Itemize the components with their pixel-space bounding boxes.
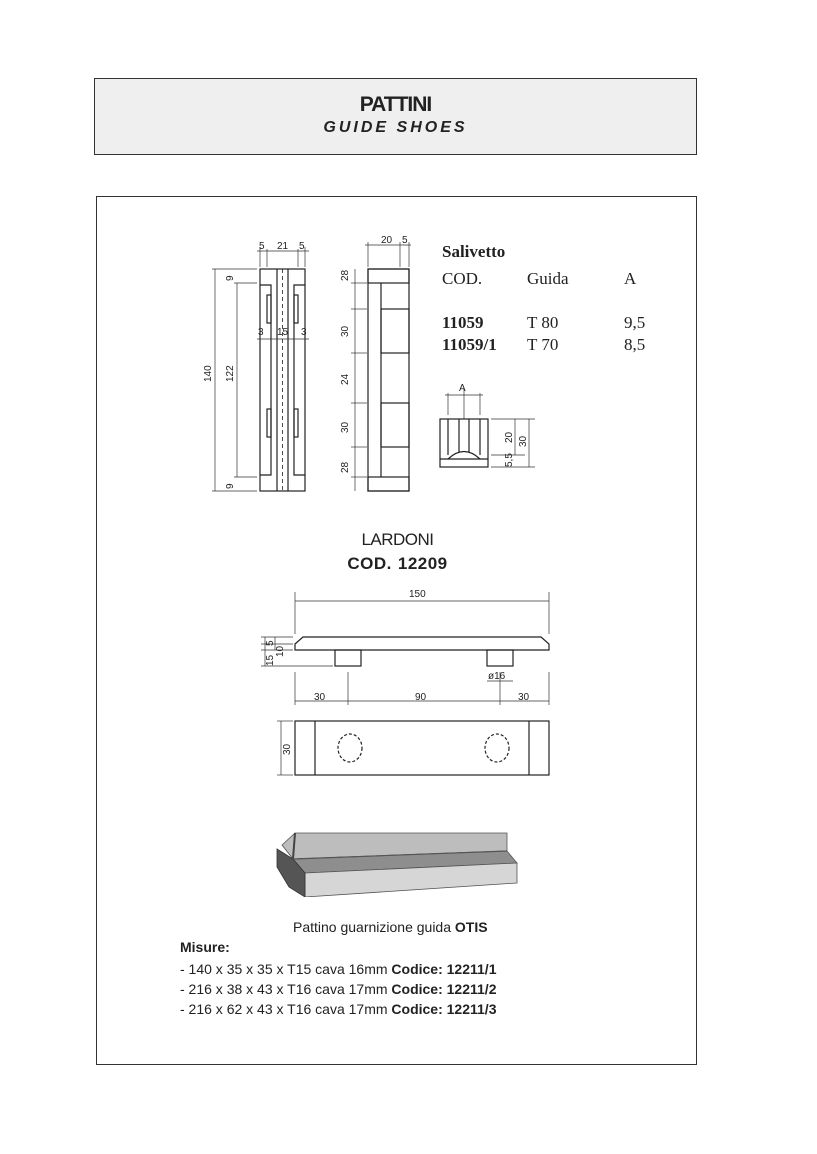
dim-seg-3: 24 xyxy=(340,373,351,385)
dim-lardoni-phi: ø16 xyxy=(488,671,506,682)
misure-code: 12211/3 xyxy=(446,1001,497,1017)
dim-slot-b: 15 xyxy=(277,327,289,338)
misure-list xyxy=(180,959,496,1019)
salivetto-title: Salivetto xyxy=(442,242,506,261)
salivetto-side-outline xyxy=(368,269,409,491)
cell-cod: 11059 xyxy=(442,313,484,332)
cell-a: 9,5 xyxy=(624,313,646,332)
dim-total-height: 140 xyxy=(203,365,214,382)
page-subtitle: GUIDE SHOES xyxy=(323,119,468,136)
misure-text: - 140 x 35 x 35 x T15 cava 16mm xyxy=(180,961,392,977)
misure-code-label: Codice: xyxy=(391,961,443,977)
dim-lardoni-left: 30 xyxy=(314,692,326,703)
dim-slot-c: 3 xyxy=(301,327,307,338)
dim-profile-a: A xyxy=(459,383,466,394)
cell-guida: T 70 xyxy=(527,335,559,354)
column-header-cod: COD. xyxy=(442,269,483,288)
table-row xyxy=(442,313,672,335)
dim-seg-2: 30 xyxy=(340,325,351,337)
dim-nine-top: 9 xyxy=(225,275,236,281)
dim-lardoni-h15: 15 xyxy=(265,654,276,666)
profile-section xyxy=(440,419,488,467)
dim-profile-30: 30 xyxy=(518,435,529,447)
cell-cod: 11059/1 xyxy=(442,335,497,354)
column-header-a: A xyxy=(624,269,637,288)
dim-top-mid: 21 xyxy=(277,241,289,252)
misure-code-label: Codice: xyxy=(391,981,443,997)
dim-top-left: 5 xyxy=(259,241,265,252)
otis-caption xyxy=(293,919,488,935)
misure-code: 12211/2 xyxy=(446,981,497,997)
misure-text: - 216 x 62 x 43 x T16 cava 17mm xyxy=(180,1001,392,1017)
otis-caption-text: Pattino guarnizione guida xyxy=(293,919,455,935)
page-title: PATTINI xyxy=(359,93,432,116)
dim-inner-height: 122 xyxy=(225,365,236,382)
header-box xyxy=(94,78,697,155)
misure-text: - 216 x 38 x 43 x T16 cava 17mm xyxy=(180,981,392,997)
column-header-guida: Guida xyxy=(527,269,569,288)
dim-lardoni-right: 30 xyxy=(518,692,530,703)
dim-lardoni-h5: 5 xyxy=(265,640,276,646)
lardoni-code xyxy=(97,554,698,574)
dim-lardoni-h10: 10 xyxy=(275,645,286,657)
list-item xyxy=(180,959,496,979)
dim-profile-55: 5,5 xyxy=(504,453,515,467)
misure-code: 12211/1 xyxy=(446,961,497,977)
otis-caption-brand: OTIS xyxy=(454,919,488,935)
cell-guida: T 80 xyxy=(527,313,559,332)
otis-guide-shoe-image xyxy=(277,833,517,897)
dim-slot-a: 3 xyxy=(258,327,264,338)
lardoni-side-outline xyxy=(295,637,549,650)
dim-lardoni-width: 30 xyxy=(282,743,293,755)
dim-lardoni-mid: 90 xyxy=(415,692,427,703)
lardoni-title: LARDONI xyxy=(361,530,434,549)
misure-code-label: Codice: xyxy=(391,1001,443,1017)
dim-seg-4: 30 xyxy=(340,421,351,433)
content-box xyxy=(96,196,697,1065)
list-item xyxy=(180,999,496,1019)
dim-nine-bottom: 9 xyxy=(225,483,236,489)
dim-side-a: 20 xyxy=(381,235,393,246)
table-row xyxy=(442,335,672,357)
dim-seg-1: 28 xyxy=(340,269,351,281)
dim-lardoni-total: 150 xyxy=(409,589,426,600)
list-item xyxy=(180,979,496,999)
cell-a: 8,5 xyxy=(624,335,646,354)
lardoni-code-prefix: COD. xyxy=(347,554,392,573)
dim-top-right: 5 xyxy=(299,241,305,252)
dim-side-b: 5 xyxy=(402,235,408,246)
dim-seg-5: 28 xyxy=(340,461,351,473)
lardoni-code-value: 12209 xyxy=(397,554,448,573)
misure-label: Misure: xyxy=(180,939,230,955)
dim-profile-20: 20 xyxy=(504,431,515,443)
lardoni-top-outline xyxy=(295,721,549,775)
salivetto-header-row xyxy=(442,269,672,291)
